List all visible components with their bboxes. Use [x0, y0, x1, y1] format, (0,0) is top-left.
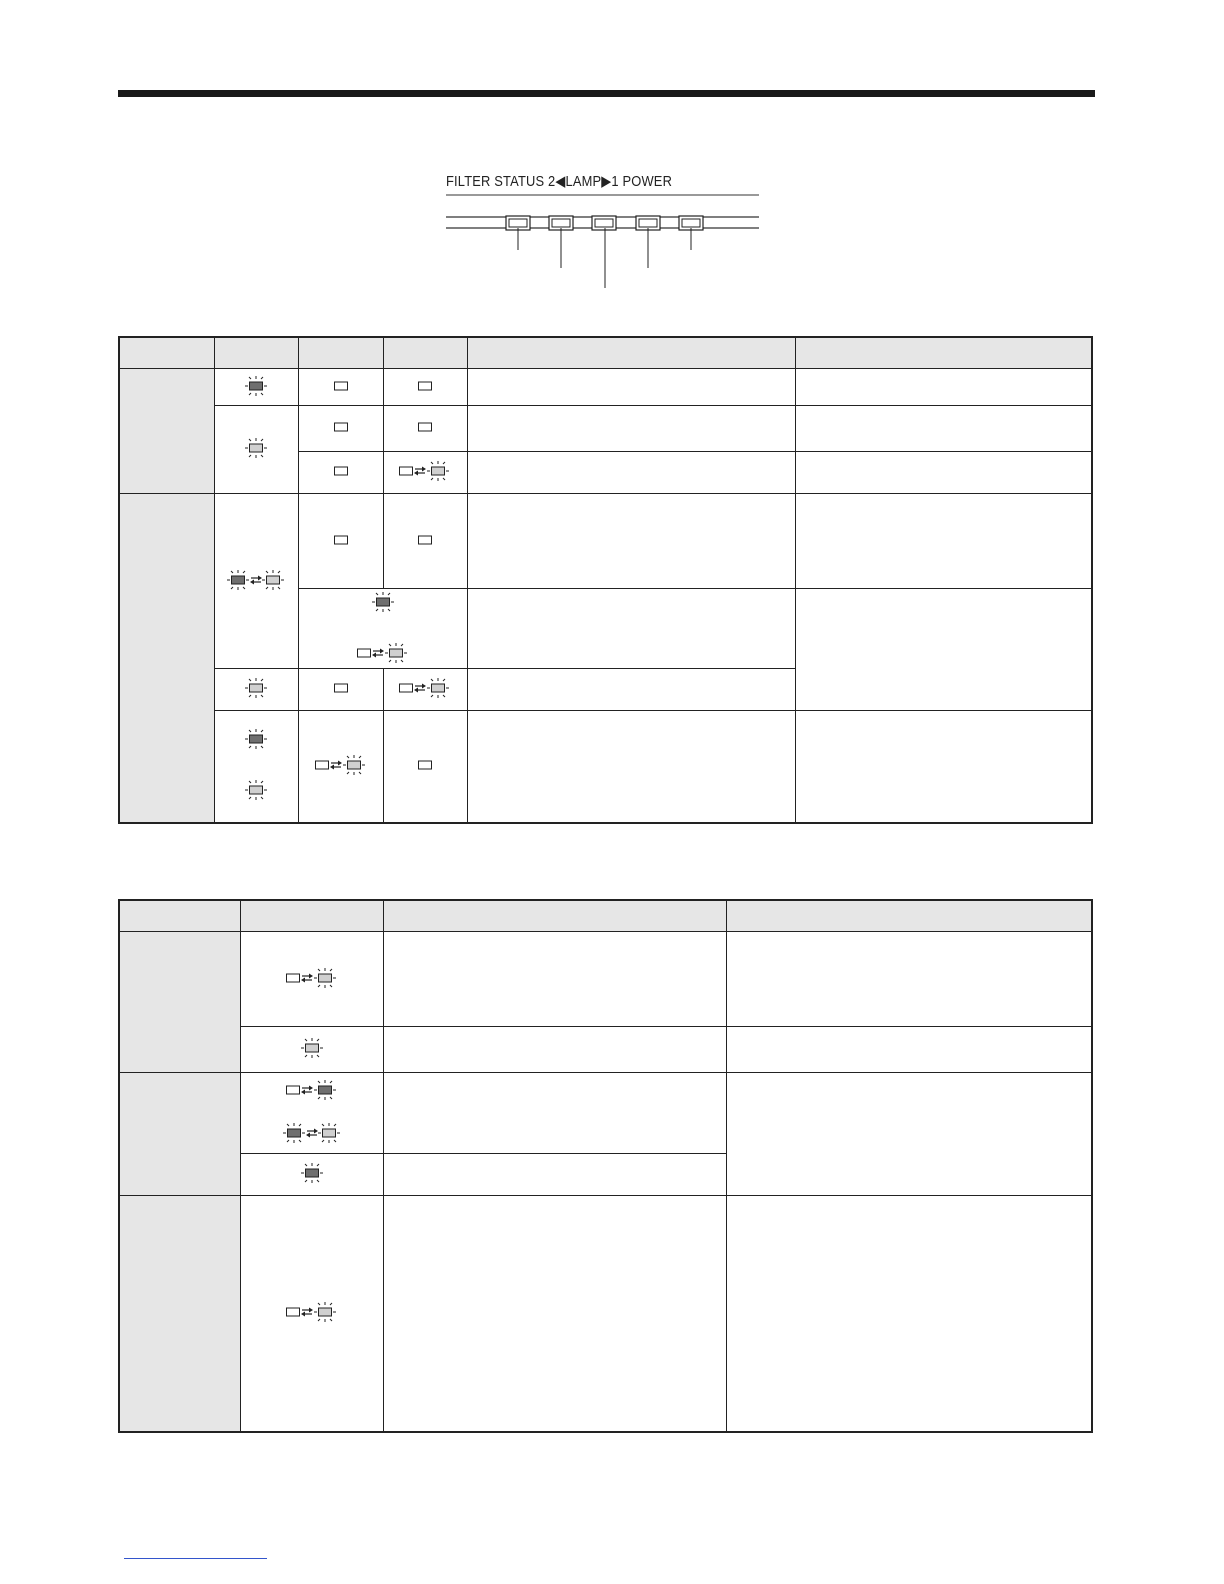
led-cell — [214, 369, 298, 406]
category-cell — [119, 494, 214, 823]
led-stack — [215, 728, 298, 804]
description-cell — [467, 406, 795, 452]
description-cell — [383, 1027, 726, 1073]
header-cell — [298, 337, 383, 369]
alternating-arrows-icon — [284, 1079, 340, 1104]
description-cell — [467, 711, 795, 823]
led-blinking-green-icon — [243, 677, 269, 702]
remedy-cell — [726, 1073, 1092, 1196]
led-cell — [240, 1027, 383, 1073]
remedy-cell — [795, 711, 1092, 823]
led-cell — [298, 452, 383, 494]
header-cell — [383, 337, 467, 369]
alternating-arrows-icon — [284, 967, 340, 992]
remedy-cell — [795, 369, 1092, 406]
table-header-row — [119, 900, 1092, 932]
led-cell — [240, 1073, 383, 1154]
indicator-panel-label: FILTER STATUS 2◀LAMP▶1 POWER — [446, 173, 673, 190]
alternating-arrows-icon — [355, 642, 411, 667]
led-cell — [383, 452, 467, 494]
alternating-arrows-icon — [282, 1122, 342, 1147]
header-cell — [726, 900, 1092, 932]
table-row — [119, 406, 1092, 452]
header-cell — [119, 337, 214, 369]
alternating-arrows-icon — [397, 677, 453, 702]
header-cell — [467, 337, 795, 369]
header-cell — [383, 900, 726, 932]
led-cell — [240, 932, 383, 1027]
indicator-panel-drawing — [440, 168, 770, 293]
alternating-arrows-icon — [397, 460, 453, 485]
led-off-icon — [416, 379, 434, 396]
led-cell — [214, 494, 298, 669]
led-cell — [214, 711, 298, 823]
led-cell — [214, 406, 298, 494]
alternating-arrows-icon — [313, 754, 369, 779]
table-row — [119, 494, 1092, 589]
table-row — [119, 369, 1092, 406]
led-blinking-green-icon — [243, 779, 269, 804]
category-cell — [119, 1073, 240, 1196]
led-cell — [240, 1196, 383, 1432]
alternating-arrows-icon — [226, 569, 286, 594]
led-cell — [383, 494, 467, 589]
led-stack — [299, 591, 467, 667]
led-off-icon — [332, 464, 350, 481]
top-rule — [118, 90, 1095, 97]
led-off-icon — [416, 533, 434, 550]
led-off-icon — [416, 420, 434, 437]
led-cell — [298, 369, 383, 406]
led-stack — [241, 1079, 383, 1147]
led-off-icon — [332, 681, 350, 698]
description-cell — [467, 589, 795, 669]
led-cell — [298, 669, 383, 711]
category-cell — [119, 1196, 240, 1432]
led-off-icon — [332, 379, 350, 396]
category-cell — [119, 369, 214, 494]
table-row — [119, 1027, 1092, 1073]
led-cell — [298, 711, 383, 823]
led-blinking-red-icon — [243, 728, 269, 753]
remedy-cell — [726, 1027, 1092, 1073]
led-cell — [298, 589, 467, 669]
led-blinking-green-icon — [299, 1037, 325, 1062]
description-cell — [383, 1154, 726, 1196]
led-cell — [240, 1154, 383, 1196]
remedy-cell — [795, 406, 1092, 452]
remedy-cell — [795, 589, 1092, 711]
header-cell — [240, 900, 383, 932]
description-cell — [383, 932, 726, 1027]
description-cell — [383, 1073, 726, 1154]
led-cell — [298, 406, 383, 452]
header-cell — [119, 900, 240, 932]
footer-link-underline — [124, 1558, 267, 1559]
led-blinking-red-icon — [299, 1162, 325, 1187]
led-blinking-green-icon — [243, 437, 269, 462]
led-cell — [383, 369, 467, 406]
table-header-row — [119, 337, 1092, 369]
indicator-table-1 — [118, 336, 1093, 824]
header-cell — [214, 337, 298, 369]
led-blinking-red-icon — [370, 591, 396, 616]
led-cell — [298, 494, 383, 589]
table-row — [119, 1073, 1092, 1154]
led-blinking-red-icon — [243, 375, 269, 400]
description-cell — [467, 452, 795, 494]
led-cell — [214, 669, 298, 711]
description-cell — [467, 369, 795, 406]
description-cell — [467, 494, 795, 589]
remedy-cell — [726, 1196, 1092, 1432]
led-off-icon — [332, 420, 350, 437]
category-cell — [119, 932, 240, 1073]
indicator-table-2 — [118, 899, 1093, 1433]
table-row — [119, 932, 1092, 1027]
indicator-panel-diagram — [440, 168, 770, 293]
description-cell — [467, 669, 795, 711]
remedy-cell — [795, 452, 1092, 494]
alternating-arrows-icon — [284, 1301, 340, 1326]
table-row — [119, 711, 1092, 823]
led-cell — [383, 711, 467, 823]
table-row — [119, 1196, 1092, 1432]
led-cell — [383, 406, 467, 452]
led-off-icon — [332, 533, 350, 550]
led-cell — [383, 669, 467, 711]
led-off-icon — [416, 758, 434, 775]
header-cell — [795, 337, 1092, 369]
remedy-cell — [726, 932, 1092, 1027]
remedy-cell — [795, 494, 1092, 589]
description-cell — [383, 1196, 726, 1432]
